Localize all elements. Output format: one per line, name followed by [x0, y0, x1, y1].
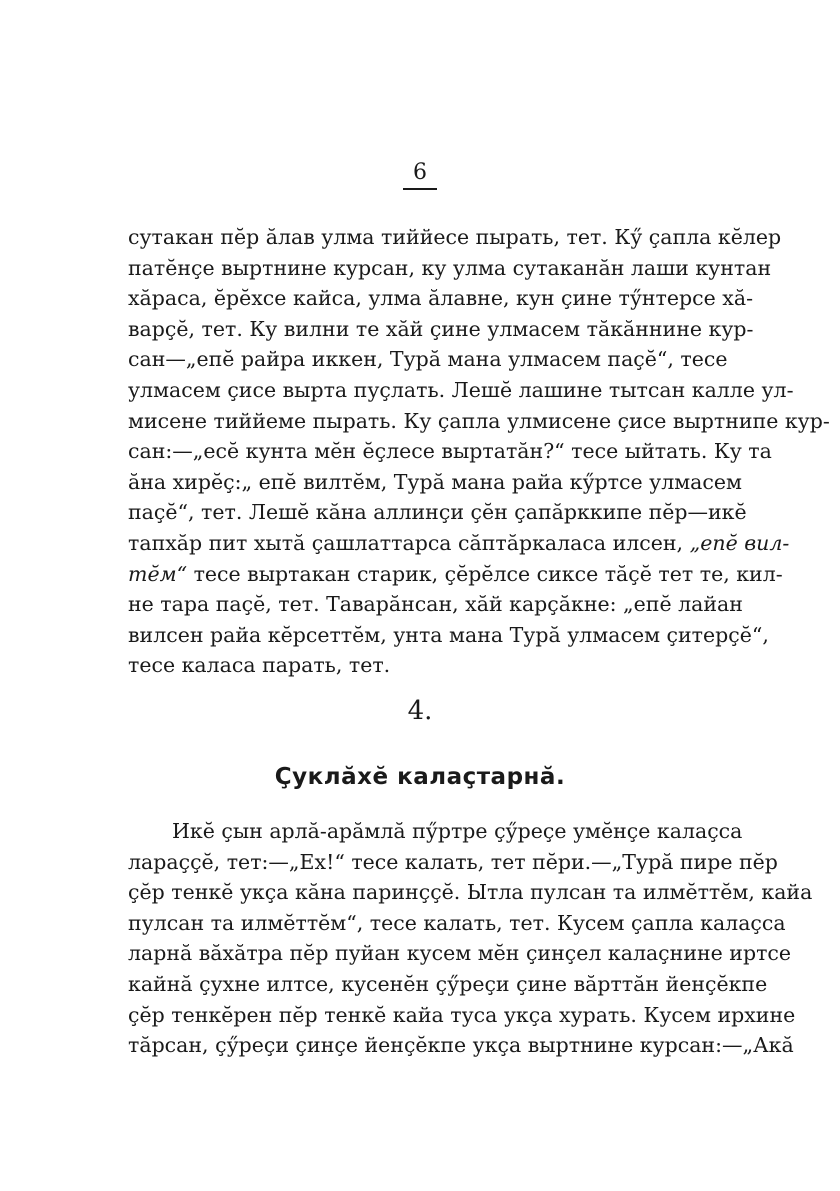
page-number-text: 6 — [403, 160, 437, 190]
text-line: вилсен райа кĕрсеттĕм, унта мана Турă улмасем çитерҫĕ“, — [128, 622, 769, 647]
text-line: патĕнҫе выртнине курсан, ку улма сутаканăн лаши кунтан — [128, 255, 772, 280]
text-line: паҫĕ“, тет. Лешĕ кăна аллинҫи ҫĕн ҫапăрккипе пĕр—икĕ — [128, 500, 747, 525]
text-line: сутакан пĕр ăлав улма тиййесе пырать, тет. Кӳ çапла кĕлер — [128, 225, 782, 249]
text-line — [128, 528, 790, 559]
text-segment: тапхăр пит хытă ҫашлаттарса сăптăркаласа илсен, — [128, 530, 684, 555]
text-line: тăрсан, ҫӳреҫи çинҫе йенҫĕкпе укçа выртнине курсан:—„Акă — [128, 1033, 794, 1058]
text-line: çĕр тенкĕ укçа кăна паринҫҫĕ. Ытла пулсан та илмĕттĕм, кайа — [128, 880, 813, 905]
text-line: сан—„епĕ райра иккен, Турă мана улмасем паҫĕ“, тесе — [128, 347, 728, 372]
text-line: улмасем çисе вырта пуçлать. Лешĕ лашине тытсан калле ул- — [128, 377, 794, 402]
text-line: çĕр тенкĕрен пĕр тенкĕ кайа туса укçа хурать. Кусем ирхине — [128, 1002, 796, 1027]
text-line: хăраса, ĕрĕхсе кайса, улма ăлавне, кун çине тӳнтерсе хă- — [128, 286, 753, 311]
text-line: Икĕ çын арлă-арăмлă пӳртре ҫӳреҫе умĕнҫе калаçса — [172, 819, 743, 843]
text-segment: тесе выртакан старик, ҫĕрĕлсе сиксе тăҫĕ тет те, кил- — [187, 561, 783, 586]
section-title: Çуклăхĕ калаçтарнă. — [274, 764, 566, 790]
text-line: кайнă ҫухне илтсе, кусенĕн ҫӳреҫи çине вăрттăн йенҫĕкпе — [128, 971, 768, 996]
italic-quote: тĕм“ — [128, 561, 188, 586]
section-number: 4. — [407, 696, 433, 726]
text-line: варҫĕ, тет. Ку вилни те хăй çине улмасем тăкăннине кур- — [128, 316, 754, 341]
text-line: пулсан та илмĕттĕм“, тесе калать, тет. Кусем çапла калаçса — [128, 910, 786, 935]
paragraph-1 — [128, 222, 830, 681]
text-line: мисене тиййеме пырать. Ку çапла улмисене çисе выртнипе кур- — [128, 408, 830, 433]
text-line: не тара паҫĕ, тет. Таварăнсан, хăй карҫăкне: „епĕ лайан — [128, 592, 743, 617]
italic-quote: „епĕ вил- — [689, 530, 790, 555]
text-line: ăна хирĕç:„ епĕ вилтĕм, Турă мана райа кӳртсе улмасем — [128, 469, 742, 494]
text-line — [128, 559, 783, 590]
page-number — [0, 160, 840, 190]
paragraph-2 — [128, 816, 813, 1061]
text-line: тесе каласа парать, тет. — [128, 653, 391, 678]
text-line: сан:—„есĕ кунта мĕн ĕçлесе выртатăн?“ тесе ыйтать. Ку та — [128, 439, 772, 464]
text-line: ларнă вăхăтра пĕр пуйан кусем мĕн çинҫел калаçнине иртсе — [128, 941, 792, 966]
text-line: ларaççĕ, тет:—„Ех!“ тесе калать, тет пĕри.—„Турă пире пĕр — [128, 849, 778, 874]
